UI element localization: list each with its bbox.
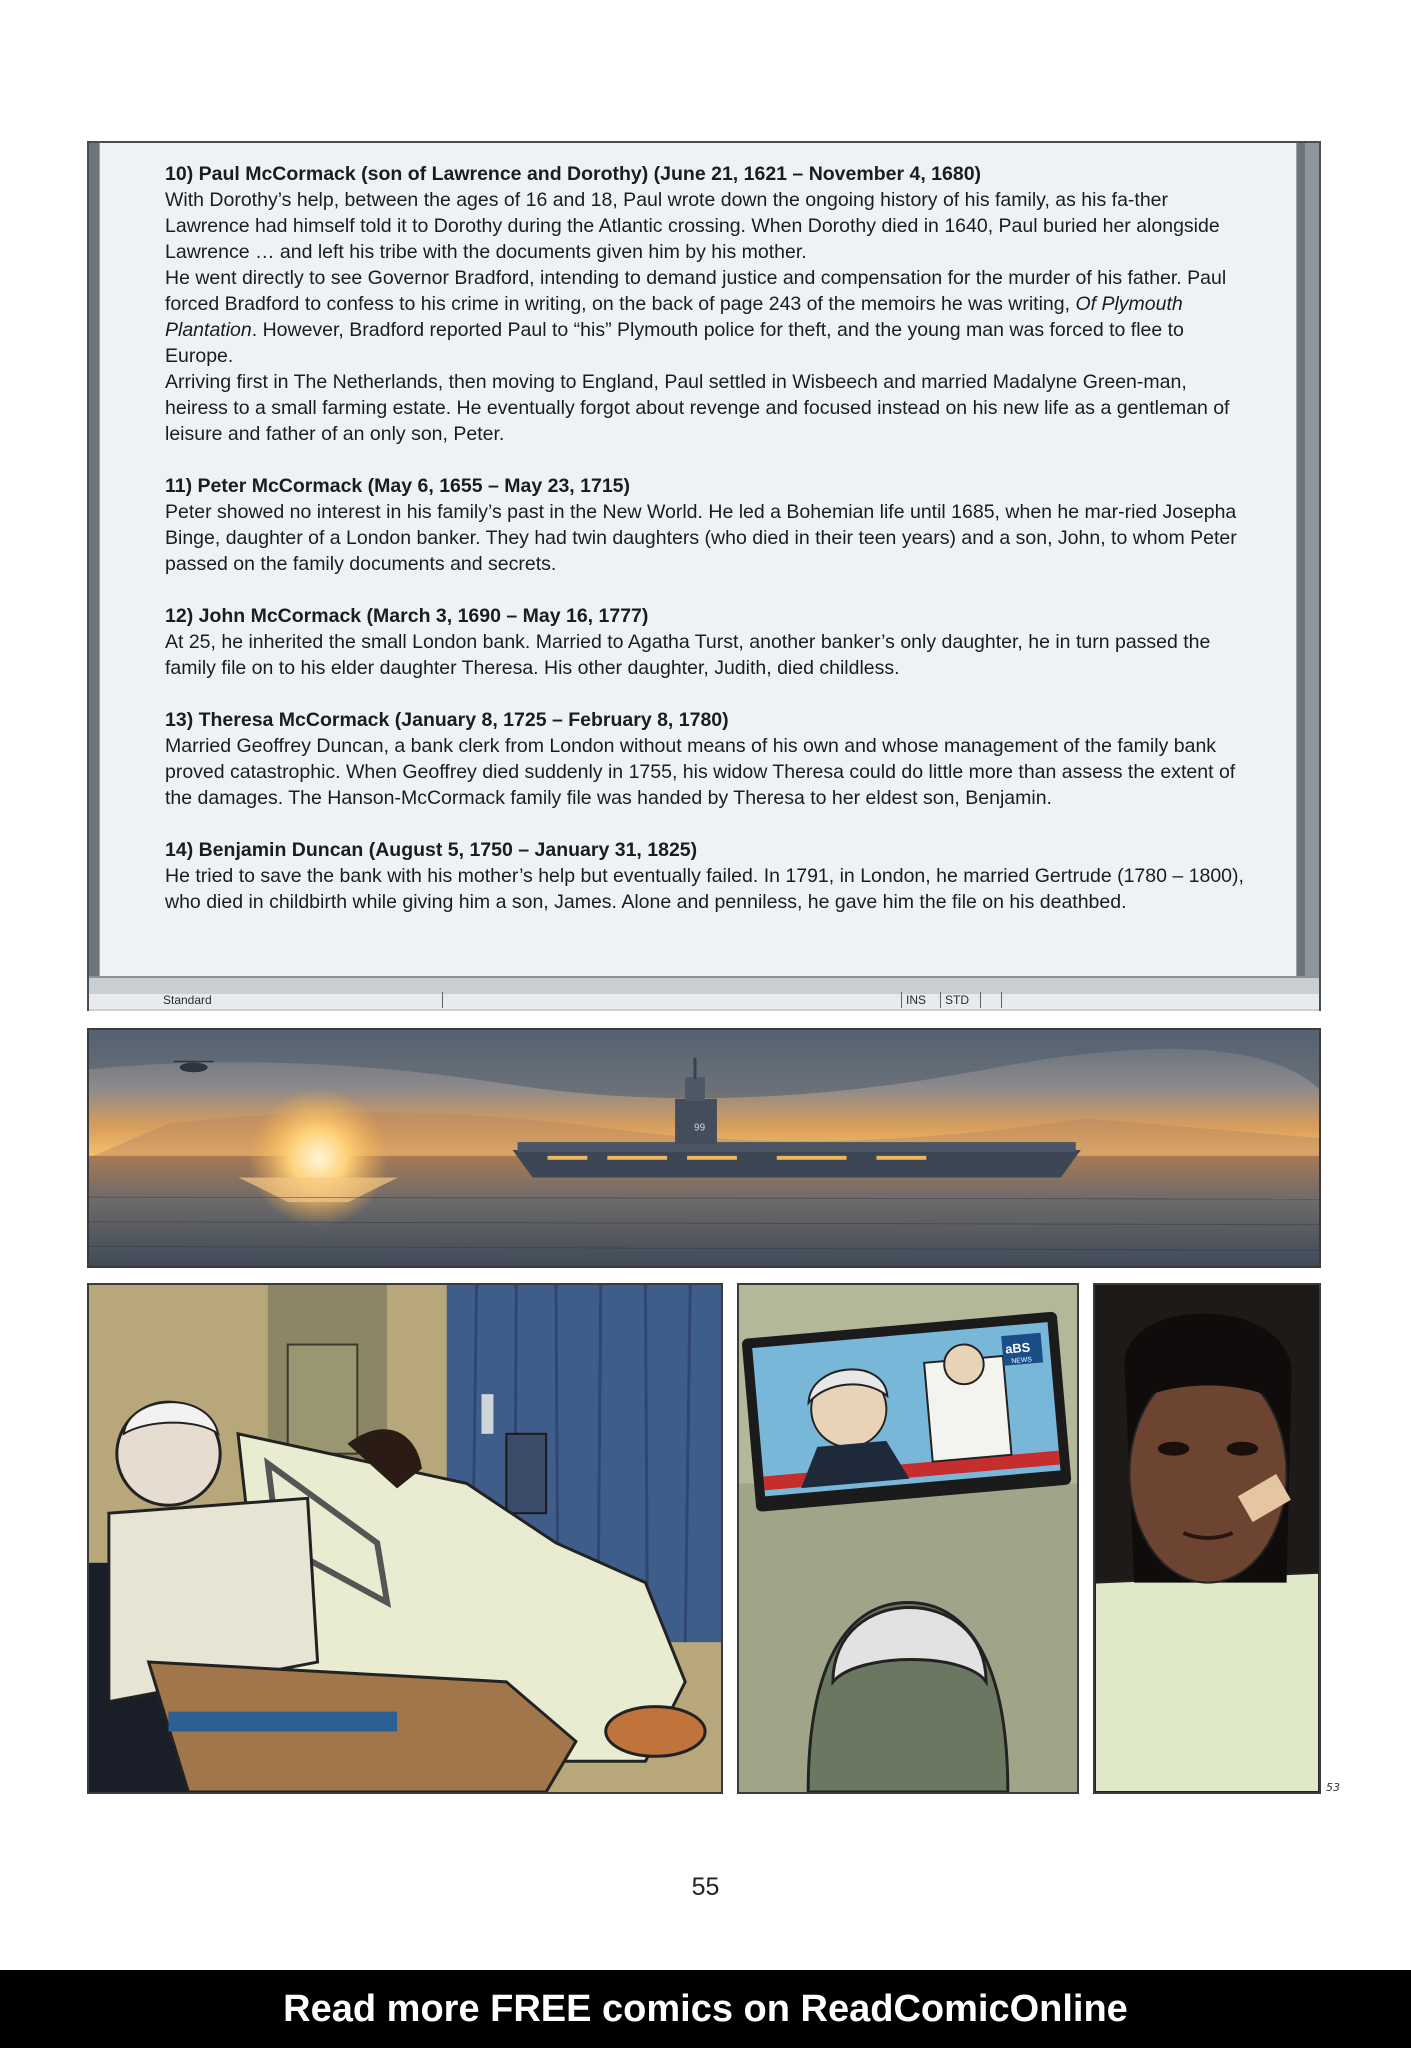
- boot: [606, 1707, 705, 1757]
- status-divider: [980, 992, 985, 1008]
- document-page: [99, 143, 1297, 976]
- footer-banner[interactable]: Read more FREE comics on ReadComicOnline: [0, 1970, 1411, 2048]
- entry-john: [165, 603, 1245, 681]
- iv-monitor: [506, 1434, 546, 1513]
- document-text: [165, 161, 1245, 941]
- status-style[interactable]: Standard: [163, 993, 212, 1007]
- tv-illustration: [739, 1285, 1077, 1792]
- entry-title: 11) Peter McCormack (May 6, 1655 – May 23, 1715): [165, 475, 631, 497]
- entry-benjamin: [165, 837, 1245, 915]
- entry-paul: [165, 161, 1245, 447]
- entry-paragraph: Arriving first in The Netherlands, then moving to England, Paul settled in Wisbeech and married Madalyne Green-man, heiress to a small farming estate. He eventually forgot about revenge and focused instead on his new life as a gentleman of leisure and father of an only son, Peter.: [165, 371, 1230, 445]
- page-number: 55: [691, 1873, 720, 1901]
- entry-paragraph: He tried to save the bank with his mother’s help but eventually failed. In 1791, in London, he married Gertrude (1780 – 1800), who died in childbirth while giving him a son, James. Alone and penniless, he gave him the file on his deathbed.: [165, 865, 1244, 913]
- status-ins[interactable]: INS: [901, 992, 926, 1008]
- entry-paragraph: Married Geoffrey Duncan, a bank clerk from London without means of his own and whose management of the family bank proved catastrophic. When Geoffrey died suddenly in 1755, his widow Theresa could do little more than assess the extent of the damages. The Hanson-McCormack family file was handed by Theresa to her eldest son, Benjamin.: [165, 735, 1236, 809]
- face: [1129, 1364, 1286, 1582]
- sun: [248, 1089, 388, 1227]
- document-window: [87, 141, 1321, 1011]
- entry-paragraph: At 25, he inherited the small London bank. Married to Agatha Turst, another banker’s only daughter, he in turn passed the family file on to his elder daughter Theresa. His other daughter, Judith, died childless.: [165, 631, 1211, 679]
- panel-tv-news: [737, 1283, 1079, 1794]
- vertical-scrollbar[interactable]: [1305, 143, 1319, 976]
- tv-logo: aBS: [1004, 1339, 1031, 1357]
- tv-logo-sub: NEWS: [1011, 1356, 1033, 1366]
- hull-number: 99: [694, 1122, 706, 1134]
- entry-paragraph: With Dorothy’s help, between the ages of 16 and 18, Paul wrote down the ongoing history of his family, as his fa-ther Lawrence had himself told it to Dorothy during the Atlantic crossing. When Dorothy died in 1640, Paul buried her alongside Lawrence … and left his tribe with the documents given him by his mother.: [165, 189, 1220, 263]
- hospital-gown: [1095, 1573, 1319, 1792]
- armrest: [168, 1712, 397, 1732]
- book-title: Of Plymouth Plantation: [165, 293, 1183, 341]
- entry-paragraph: Peter showed no interest in his family’s past in the New World. He led a Bohemian life until 1685, when he mar-ried Josepha Binge, daughter of a London banker. They had twin daughters (who died in their teen years) and a son, John, to whom Peter passed on the family documents and secrets.: [165, 501, 1237, 575]
- status-std[interactable]: STD: [940, 992, 969, 1008]
- hospital-illustration: [89, 1285, 721, 1792]
- panel-woman-closeup: [1093, 1283, 1321, 1794]
- entry-title: 10) Paul McCormack (son of Lawrence and Dorothy) (June 21, 1621 – November 4, 1680): [165, 163, 982, 185]
- status-bar: [89, 976, 1319, 1011]
- entry-title: 14) Benjamin Duncan (August 5, 1750 – January 31, 1825): [165, 839, 698, 861]
- closeup-illustration: [1095, 1285, 1319, 1792]
- panel-aircraft-carrier: [87, 1028, 1321, 1268]
- television: [741, 1311, 1071, 1512]
- entry-theresa: [165, 707, 1245, 811]
- entry-title: 12) John McCormack (March 3, 1690 – May 16, 1777): [165, 605, 649, 627]
- entry-title: 13) Theresa McCormack (January 8, 1725 – February 8, 1780): [165, 709, 729, 731]
- artist-page-number: 53: [1326, 1781, 1340, 1794]
- panel-hospital-room: [87, 1283, 723, 1794]
- entry-paragraph: He went directly to see Governor Bradford, intending to demand justice and compensation for the murder of his father. Paul forced Bradford to confess to his crime in writing, on the back of page 243 of the memoirs he was writing, Of Plymouth Plantation. However, Bradford reported Paul to “his” Plymouth police for theft, and the young man was forced to flee to Europe.: [165, 267, 1227, 367]
- entry-peter: [165, 473, 1245, 577]
- sunset-sea-illustration: [89, 1030, 1319, 1266]
- status-divider: [1001, 992, 1006, 1008]
